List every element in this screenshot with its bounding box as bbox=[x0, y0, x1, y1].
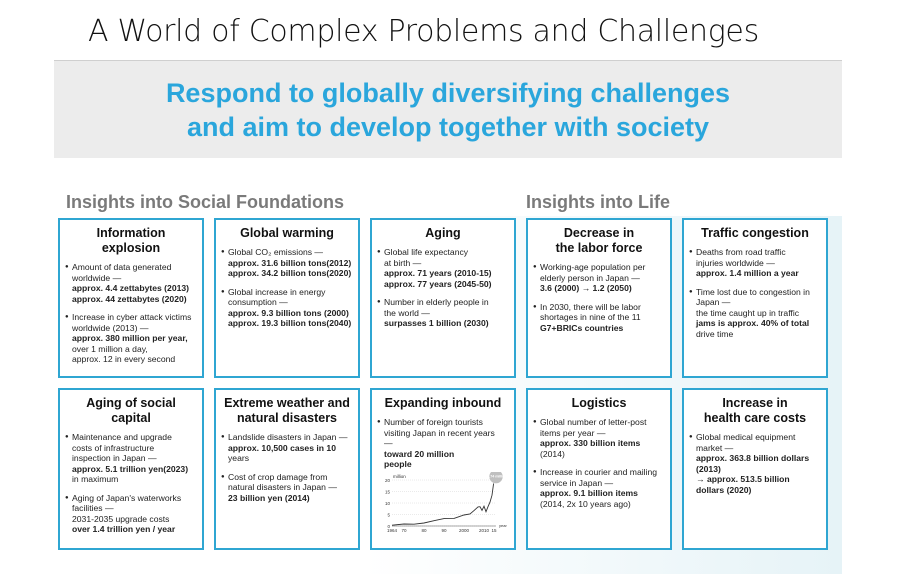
x-tick-label: 2010 bbox=[478, 527, 490, 533]
card-title: Increase in health care costs bbox=[703, 396, 807, 425]
y-tick-label: 15 bbox=[384, 489, 390, 494]
card-traffic-congestion bbox=[682, 218, 828, 378]
card-title: Extreme weather and natural disasters bbox=[224, 396, 350, 425]
banner-line-1: Respond to globally diversifying challenges bbox=[165, 77, 731, 108]
card-health-care-costs bbox=[682, 388, 828, 550]
y-tick-label: 0 bbox=[387, 523, 390, 529]
card-global-warming bbox=[214, 218, 360, 378]
y-tick-label: 10 bbox=[384, 500, 390, 506]
y-axis-label: million bbox=[393, 473, 406, 479]
x-tick-label: 1964 bbox=[386, 527, 398, 533]
card-title: Information explosion bbox=[96, 226, 166, 255]
section-heading-social: Insights into Social Foundations bbox=[66, 192, 344, 212]
bullet: ● Global medical equipment market — approx. 363.8 billion dollars (2013) → approx. 513.5 billion dollars (2020) bbox=[690, 432, 820, 495]
x-tick-label: 70 bbox=[401, 527, 407, 533]
bullet: ● Maintenance and upgrade costs of infrastructure inspection in Japan — approx. 5.1 trillion yen(2023) in maximum bbox=[66, 432, 196, 485]
card-title: Traffic congestion bbox=[701, 226, 809, 240]
bullet: ● Time lost due to congestion in Japan — the time caught up in traffic jams is approx. 40% of total drive time bbox=[690, 287, 820, 340]
card-information-explosion bbox=[58, 218, 204, 378]
tourist-line-chart bbox=[378, 472, 510, 534]
x-tick-label: 15 bbox=[491, 527, 497, 533]
bullet: ● In 2030, there will be labor shortages in nine of the 11 G7+BRICs countries bbox=[534, 302, 664, 334]
bullet: ● Global life expectancy at birth — approx. 71 years (2010-15) approx. 77 years (2045-50) bbox=[378, 247, 508, 289]
slide-title: A World of Complex Problems and Challenges bbox=[88, 14, 759, 49]
card-extreme-weather bbox=[214, 388, 360, 550]
card-expanding-inbound bbox=[370, 388, 516, 550]
bullet: ● Number of foreign tourists visiting Japan in recent years — toward 20 million people bbox=[378, 417, 508, 470]
bullet: ● Number in elderly people in the world — surpasses 1 billion (2030) bbox=[378, 297, 508, 329]
card-aging-social-capital bbox=[58, 388, 204, 550]
card-title: Expanding inbound bbox=[384, 396, 502, 410]
bullet: ● Aging of Japan's waterworks facilities — 2031-2035 upgrade costs over 1.4 trillion yen / year bbox=[66, 493, 196, 535]
card-labor-force bbox=[526, 218, 672, 378]
bullet: ● Amount of data generated worldwide — approx. 4.4 zettabytes (2013) approx. 44 zettabytes (2020) bbox=[66, 262, 196, 304]
bullet: ● Increase in courier and mailing service in Japan — approx. 9.1 billion items (2014, 2x 10 years ago) bbox=[534, 467, 664, 509]
card-title: Decrease in the labor force bbox=[555, 226, 643, 255]
bullet: ● Deaths from road traffic injuries worldwide — approx. 1.4 million a year bbox=[690, 247, 820, 279]
bullet: ● Global CO₂ emissions — approx. 31.6 billion tons(2012) approx. 34.2 billion tons(2020) bbox=[222, 247, 352, 279]
x-tick-label: 80 bbox=[421, 527, 427, 533]
x-axis-unit: year bbox=[499, 522, 507, 528]
bullet: ● Increase in cyber attack victims worldwide (2013) — approx. 380 million per year, over 1 million a day, approx. 12 in every second bbox=[66, 312, 196, 365]
y-tick-label: 20 bbox=[384, 477, 390, 483]
bullet: ● Working-age population per elderly person in Japan — 3.6 (2000) → 1.2 (2050) bbox=[534, 262, 664, 294]
section-heading-life: Insights into Life bbox=[526, 192, 670, 212]
x-tick-label: 90 bbox=[441, 527, 447, 533]
bullet: ● Landslide disasters in Japan — approx. 10,500 cases in 10 years bbox=[222, 432, 352, 464]
card-title: Global warming bbox=[240, 226, 334, 240]
annotation-label: 19.74 million bbox=[485, 474, 507, 479]
card-logistics bbox=[526, 388, 672, 550]
bullet: ● Global number of letter-post items per year — approx. 330 billion items (2014) bbox=[534, 417, 664, 459]
card-title: Aging bbox=[425, 226, 461, 240]
banner bbox=[54, 60, 842, 158]
bullet: ● Global increase in energy consumption — approx. 9.3 billion tons (2000) approx. 19.3 billion tons(2040) bbox=[222, 287, 352, 329]
bullet: ● Cost of crop damage from natural disasters in Japan — 23 billion yen (2014) bbox=[222, 472, 352, 504]
y-tick-label: 5 bbox=[387, 512, 390, 517]
card-title: Aging of social capital bbox=[86, 396, 176, 425]
banner-line-2: and aim to develop together with society bbox=[186, 111, 710, 142]
card-aging bbox=[370, 218, 516, 378]
tourist-chart bbox=[378, 472, 508, 534]
card-title: Logistics bbox=[571, 396, 627, 410]
x-tick-label: 2000 bbox=[458, 527, 470, 533]
